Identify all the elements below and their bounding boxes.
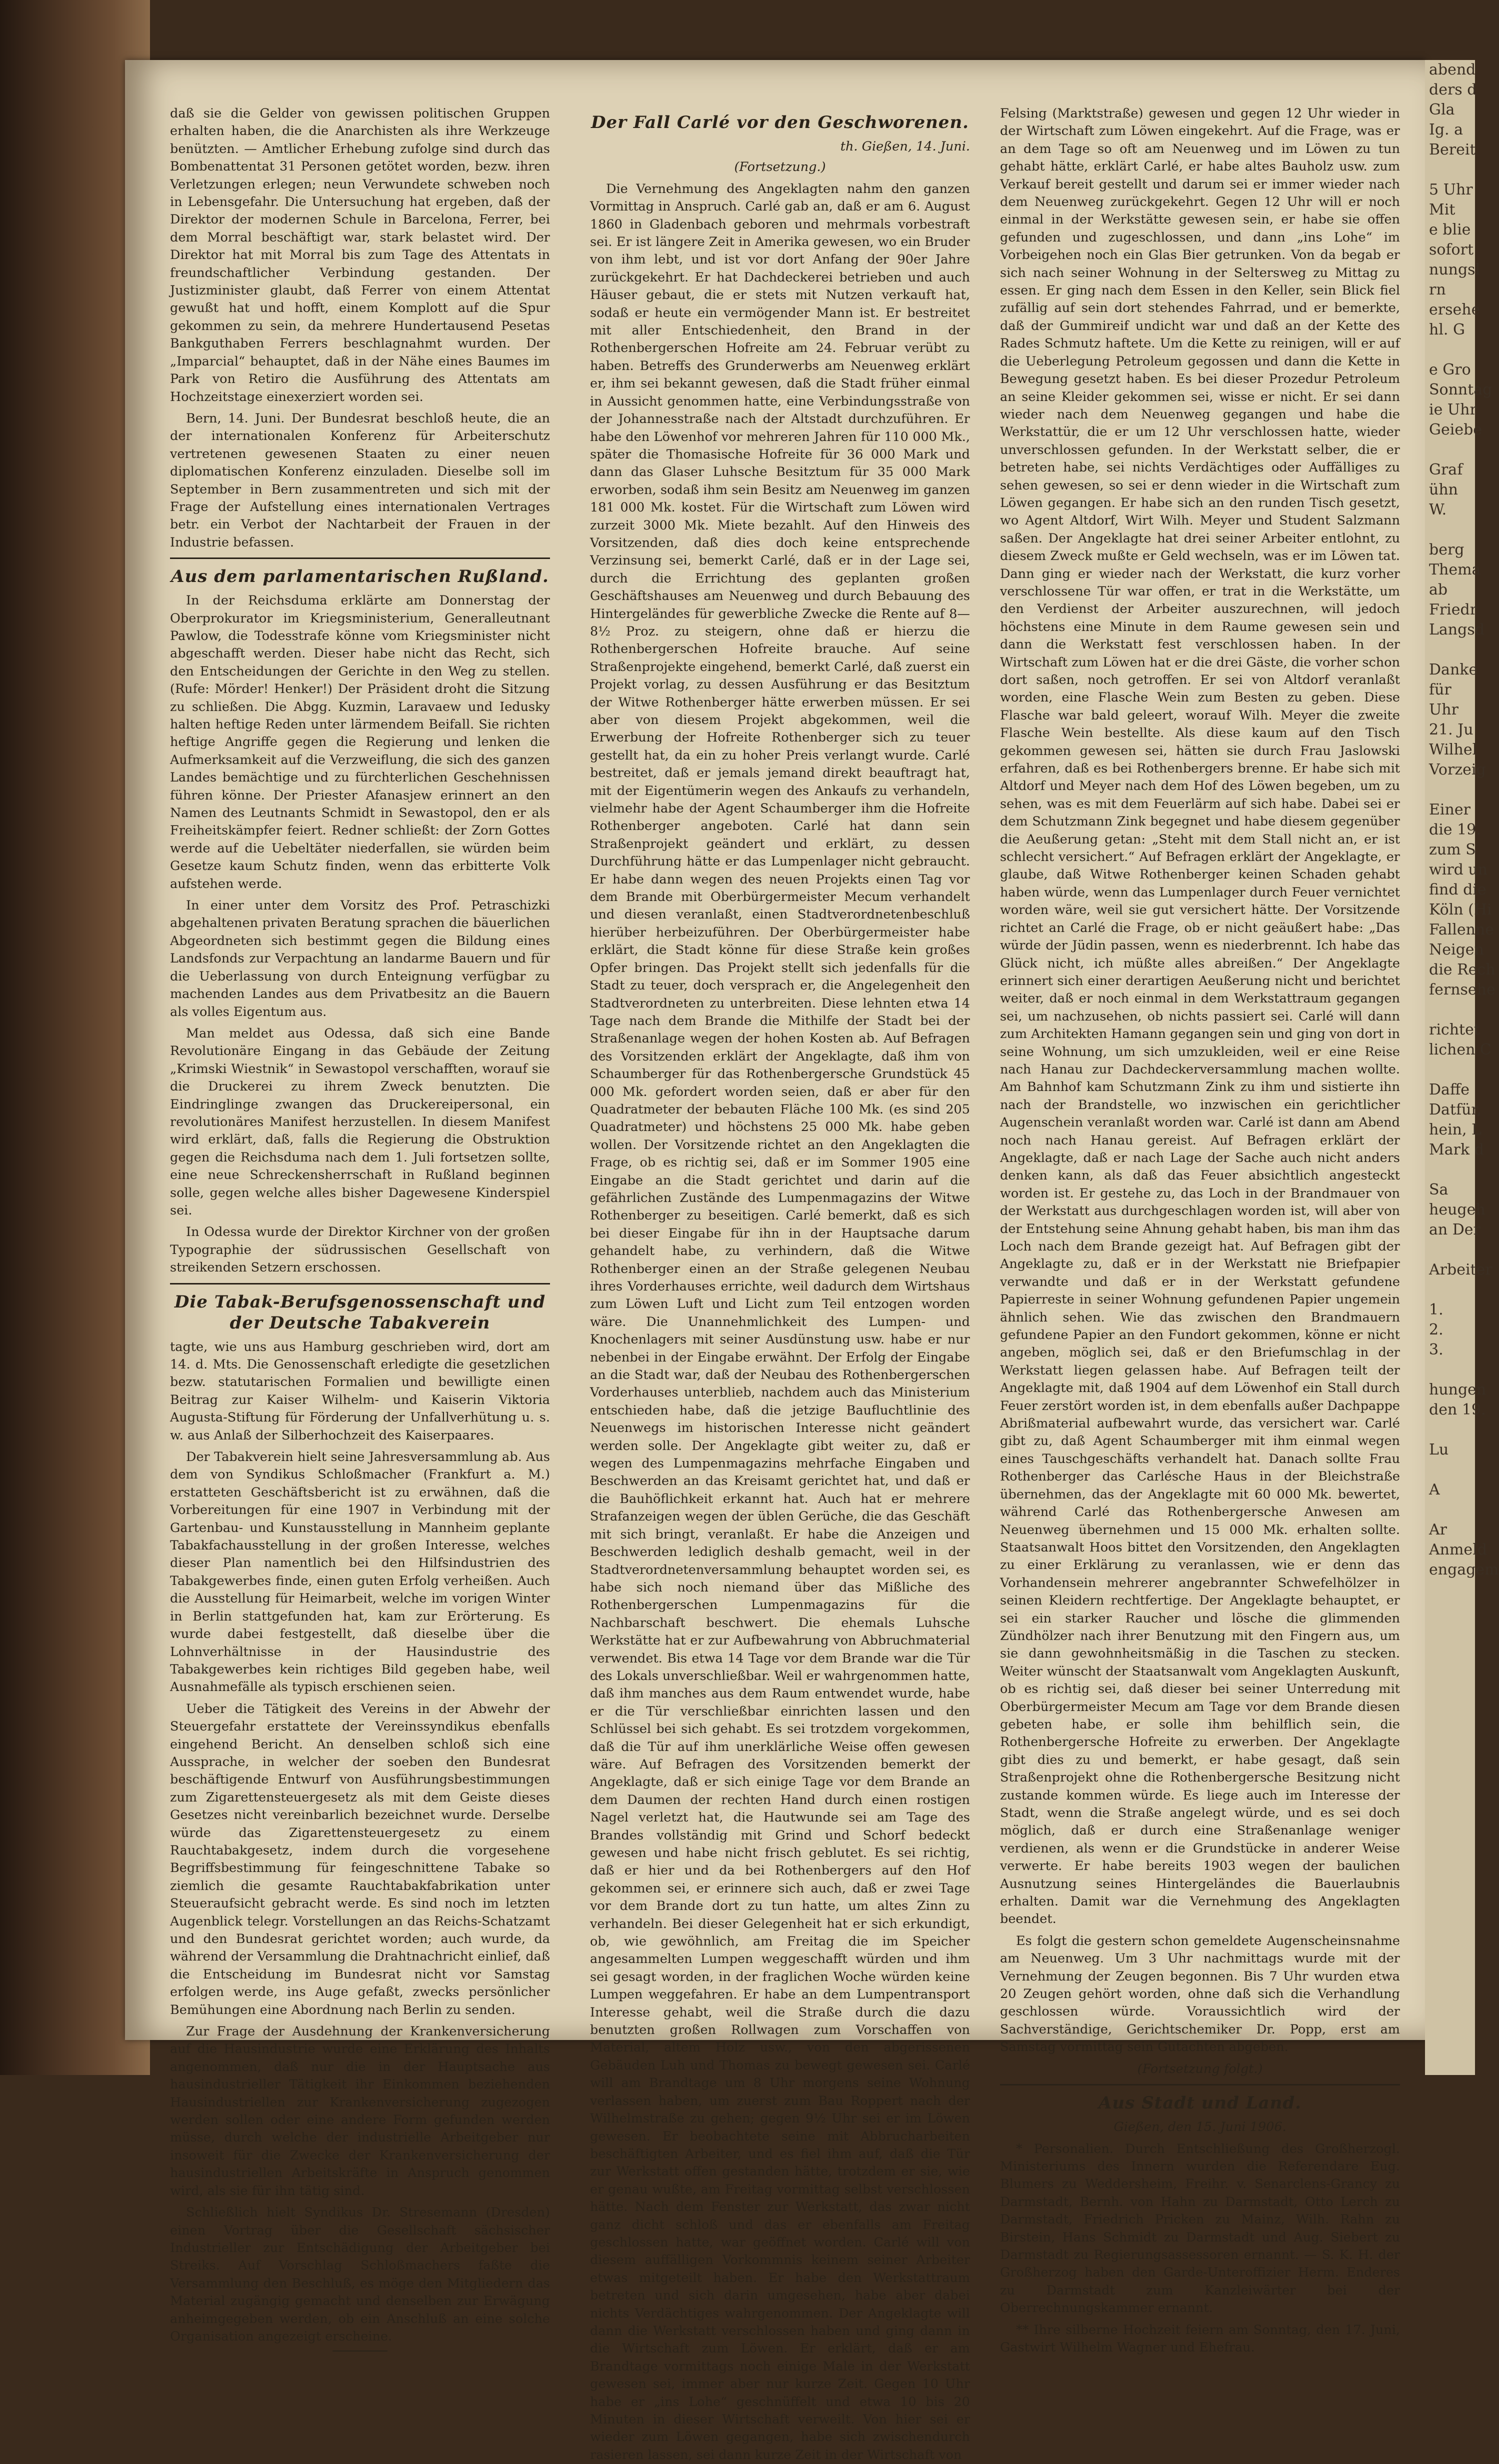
edge-fragment: 21. Ju xyxy=(1429,721,1474,738)
edge-fragment: Graf xyxy=(1429,461,1463,478)
edge-fragment: Wilhel xyxy=(1429,741,1478,758)
edge-fragment: nungsl xyxy=(1429,261,1480,278)
headline-russia: Aus dem parlamentarischen Rußland. xyxy=(171,566,549,587)
edge-fragment xyxy=(1425,1060,1475,1080)
edge-fragment xyxy=(1425,1240,1475,1260)
paragraph: In einer unter dem Vorsitz des Prof. Petraschizki abgehaltenen privaten Beratung sprachen die bäuerlichen Abgeordneten sich bestimmt gegen die Bildung eines Landsfonds zur Verpachtung an landarme Bauern und für die Ueberlassung von durch Enteignung verfügbar zu machenden Landes aus dem Privatbesitz an die Bauern als volles Eigentum aus. xyxy=(170,898,550,1020)
edge-fragment: Vorzeig xyxy=(1429,761,1486,778)
edge-fragment xyxy=(1425,1160,1475,1180)
paragraph: In Odessa wurde der Direktor Kirchner von der großen Typographie der südrussischen Gesellschaft von streikenden Setzern erschossen. xyxy=(170,1224,550,1276)
headline-tobacco: Die Tabak-Berufsgenossenschaft und der Deutsche Tabakverein xyxy=(174,1292,546,1333)
edge-fragment xyxy=(1425,1500,1475,1520)
edge-fragment: e Gro xyxy=(1429,361,1471,378)
edge-fragment: abend xyxy=(1429,61,1476,78)
paragraph: Schließlich hielt Syndikus Dr. Stresemann (Dresden) einen Vortrag über die Gesellschaft sächsischer Industrieller zur Entschädigung der Arbeitgeber bei Streiks. Auf Vorschlag Schloßmachers faßte die Versammlung den Beschluß, es möge den Mitgliedern das Material zugängig gemacht und denselben zur Erwägung anheimgegeben werden, ob ein Anschluß an eine solche Organisation angezeigt erscheine. xyxy=(170,2205,550,2344)
adjacent-page-edge xyxy=(1425,60,1499,2075)
edge-fragment: ersehe xyxy=(1429,301,1480,318)
edge-text-fragments xyxy=(1425,60,1499,1580)
edge-fragment: Datfür, xyxy=(1429,1101,1482,1118)
edge-fragment: Bereit xyxy=(1429,141,1476,158)
paragraph: In der Reichsduma erklärte am Donnerstag der Oberprokurator im Kriegsministerium, Generalleutnant Pawlow, die Todesstrafe könne vom Kriegsminister nicht abgeschafft werden. Dieser habe nicht das Recht, sich den Entscheidungen der Gerichte in den Weg zu stellen. (Rufe: Mörder! Henker!) Der Präsident droht die Sitzung zu schließen. Die Abgg. Kuzmin, Laravaew und Iedusky halten heftige Reden unter lärmendem Beifall. Sie richten heftige Angriffe gegen die Regierung und lenken die Aufmerksamkeit auf die Verzweiflung, die sich des ganzen Landes bemächtige und zu fürchterlichen Geschehnissen führen könne. Der Priester Afanasjew erinnert an den Namen des Leutnants Schmidt in Sewastopol, den er als Freiheitskämpfer feiert. Redner schließt: der Zorn Gottes werde auf die Uebeltäter niederfallen, sie würden beim Gesetze kaum Schutz finden, wenn das erbitterte Volk aufstehen werde. xyxy=(170,593,550,892)
edge-fragment: rn xyxy=(1429,281,1446,298)
paragraph: Man meldet aus Odessa, daß sich eine Bande Revolutionäre Eingang in das Gebäude der Zeitung „Krimski Wiestnik“ in Sewastopol verschafften, worauf sie die Druckerei zu ihrem Zweck benutzten. Die Eindringlinge zwangen das Druckereipersonal, ein revolutionäres Manifest herzustellen. In diesem Manifest wird erklärt, daß, falls die Regierung die Obstruktion gegen die Reichsduma nach dem 1. Juli fortsetzen sollte, eine neue Schreckensherrschaft in Rußland beginnen solle, gegen welche alles bisher Dagewesene Kinderspiel sei. xyxy=(170,1026,550,1218)
edge-fragment: Sonntag xyxy=(1429,381,1492,398)
divider xyxy=(170,1283,550,1284)
edge-fragment: ühn xyxy=(1429,481,1458,498)
edge-fragment: Köln (Hi xyxy=(1429,901,1492,918)
edge-fragment xyxy=(1425,520,1475,540)
edge-fragment xyxy=(1425,780,1475,800)
edge-fragment: heugeh xyxy=(1429,1201,1486,1218)
edge-fragment: e blie xyxy=(1429,221,1471,238)
headline-local-news: Aus Stadt und Land. xyxy=(1098,2093,1302,2114)
edge-fragment: Fallenne xyxy=(1429,921,1494,938)
article-continuation: daß sie die Gelder von gewissen politischen Gruppen erhalten haben, die die Anarchisten als ihre Werkzeuge benützten. — Amtlicher Erhebung zufolge sind durch das Bombenattentat 31 Personen getötet worden, bezw. ihren Verletzungen erlegen; neun Verwundete schweben noch in Lebensgefahr. Die Untersuchung hat ergeben, daß der Direktor der modernen Schule in Barcelona, Ferrer, bei dem Morral beschäftigt war, stark belastet wird. Der Direktor hat mit Morral bis zum Tage des Attentats in freundschaftlicher Verbindung gestanden. Der Justizminister glaubt, daß Ferrer von einem Attentat gewußt hat und hofft, einem Komplott auf die Spur gekommen zu sein, da mehrere Hundertausend Pesetas Bankguthaben Ferrers beschlagnahmt wurden. Der „Imparcial“ behauptet, daß in der Nähe eines Baumes im Park von Retiro die Ausführung des Attentats am Hochzeitstage einexerziert worden sei. xyxy=(170,106,550,404)
edge-fragment: für xyxy=(1429,681,1452,698)
paragraph: * Personalien. Durch Entschließung des Großherzogl. Ministeriums des Innern wurden die Referendare Eug. Blumers zu Weddersheim, Freihr. v. Senarclens-Grancy zu Darmstadt, Bernh. von Hahn zu Darmstadt, Otto Lerch zu Darmstadt, Friedrich Pricken zu Mainz, Wilh. Rahn zu Birstein, Hans Schmidt zu Darmstadt und Aug. Siebert zu Darmstadt zu Regierungsassessoren ernannt. — S. K. H. der Großherzog haben den Garde-Unteroffizier Herm. Enderes zu Darmstadt zum Kanzleiwärter bei der Oberrechnungskammer ernannt. xyxy=(1000,2141,1400,2316)
to-be-continued: (Fortsetzung folgt.) xyxy=(1137,2061,1263,2076)
edge-fragment: ders d xyxy=(1429,81,1477,98)
edge-fragment xyxy=(1425,640,1475,660)
divider xyxy=(170,558,550,559)
paragraph: tagte, wie uns aus Hamburg geschrieben wird, dort am 14. d. Mts. Die Genossenschaft erledigte die gesetzlichen bezw. statutarischen Formalien und bewilligte einen Beitrag zur Kaiser Wilhelm- und Kaiserin Viktoria Augusta-Stiftung für Förderung der Unfallverhütung u. s. w. aus Anlaß der Silberhochzeit des Kaiserpaares. xyxy=(170,1339,550,1443)
edge-fragment: den 19. xyxy=(1429,1401,1486,1418)
edge-fragment xyxy=(1425,1420,1475,1440)
edge-fragment: 2. xyxy=(1429,1321,1444,1338)
edge-fragment: ie Uhr xyxy=(1429,401,1477,418)
edge-fragment: Thema xyxy=(1429,561,1481,578)
paragraph: Es folgt die gestern schon gemeldete Augenscheinsnahme am Neuenweg. Um 3 Uhr nachmittags wurde mit der Vernehmung der Zeugen begonnen. Bis 7 Uhr wurden etwa 20 Zeugen gehört worden, ohne daß sich die Verhandlung geschlossen würde. Voraussichtlich wird der Sachverständige, Gerichtschemiker Dr. Popp, erst am Samstag vormittag sein Gutachten abgeben. xyxy=(1000,1933,1400,2055)
edge-fragment xyxy=(1425,160,1475,180)
bern-report: Bern, 14. Juni. Der Bundesrat beschloß heute, die an der internationalen Konferenz für Arbeiterschutz vertretenen gewesenen Staaten zu einer neuen diplomatischen Konferenz einzuladen. Dieselbe soll im September in Bern zusammentreten und sich mit der Frage der Aufstellung eines internationalen Vertrages betr. ein Verbot der Nachtarbeit der Frauen in der Industrie befassen. xyxy=(170,410,550,550)
edge-fragment: hein, L xyxy=(1429,1121,1482,1138)
edge-fragment: die 19. xyxy=(1429,821,1481,838)
edge-fragment: Neigen xyxy=(1429,941,1484,958)
edge-fragment: Sa xyxy=(1429,1181,1448,1198)
edge-fragment: Friedr xyxy=(1429,601,1478,618)
edge-fragment xyxy=(1425,440,1475,460)
edge-fragment: zum S xyxy=(1429,841,1476,858)
column-2 xyxy=(590,105,970,2462)
edge-fragment: wird un xyxy=(1429,861,1488,878)
edge-fragment: Daffe xyxy=(1429,1081,1470,1098)
edge-fragment: Anmeld xyxy=(1429,1541,1487,1558)
edge-fragment: sofort xyxy=(1429,241,1474,258)
column-1 xyxy=(170,105,550,2344)
edge-fragment xyxy=(1425,340,1475,360)
edge-fragment: Ar xyxy=(1429,1521,1448,1538)
edge-fragment: A xyxy=(1429,1481,1440,1498)
edge-fragment: Arbeiter xyxy=(1429,1261,1492,1278)
edge-fragment xyxy=(1425,1000,1475,1020)
dateline: Gießen, den 15. Juni 1906. xyxy=(1114,2120,1286,2135)
edge-fragment xyxy=(1425,1360,1475,1380)
edge-fragment: Ig. a xyxy=(1429,121,1464,138)
edge-fragment: Gla xyxy=(1429,101,1455,118)
edge-fragment: hl. G xyxy=(1429,321,1465,338)
edge-fragment: Langsd xyxy=(1429,621,1484,638)
edge-fragment: 5 Uhr xyxy=(1429,181,1473,198)
paragraph: Felsing (Marktstraße) gewesen und gegen 12 Uhr wieder in der Wirtschaft zum Löwen eingekehrt. Auf die Frage, was er an dem Tage so oft am Neuenweg und im Löwen zu tun gehabt hätte, erklärt Carlé, er habe altes Bauholz usw. zum Verkauf bereit gestellt und darum sei er immer wieder nach dem Neuenweg zurückgekehrt. Gegen 12 Uhr will er noch einmal in der Werkstätte gewesen sein, er habe sie offen gefunden und zugeschlossen, und dann „ins Lohe“ im Vorbeigehen noch ein Glas Bier getrunken. Von da begab er sich nach seiner Wohnung in der Seltersweg zu Mittag zu essen. Er ging nach dem Essen in den Keller, sein Blick fiel zufällig auf sein dort stehendes Fahrrad, und er bemerkte, daß der Gummireif undicht war und daß an der Kette des Rades Schmutz haftete. Um die Kette zu reinigen, will er auf die Ueberlegung Petroleum gegossen und dann die Kette in Bewegung gesetzt haben. Es bei dieser Prozedur Petroleum an seine Kleider gekommen sei, wisse er nicht. Er sei dann wieder nach dem Neuenweg gegangen und habe die Werkstattür, die er um 12 Uhr verschlossen hatte, wieder unverschlossen gefunden. In der Werkstatt selber, die er betreten habe, sei nichts Verdächtiges oder Auffälliges zu sehen gewesen, so sei er denn wieder in die Wirtschaft zum Löwen gegangen. Er habe sich an den runden Tisch gesetzt, wo Agent Altdorf, Wirt Wilh. Meyer und Student Salzmann saßen. Der Angeklagte hat drei seiner Arbeiter entlohnt, zu diesem Zweck mußte er Geld wechseln, was er im Löwen tat. Dann ging er wieder nach der Werkstatt, die kurz vorher verschlossene Tür war offen, er trat in die Werkstätte, um den Verdienst der Arbeiter auszurechnen, will jedoch höchstens eine Minute in dem Raume gewesen sein und dann die Werkstatt fest verschlossen haben. In der Wirtschaft zum Löwen hat er die drei Gäste, die vorher schon dort saßen, noch getroffen. Er sei von Altdorf veranlaßt worden, eine Flasche Wein zum Besten zu geben. Diese Flasche war bald geleert, worauf Wilh. Meyer die zweite Flasche Wein bestellte. Als diese kaum auf den Tisch gekommen gewesen sei, hätten sie durch Frau Jaslowski erfahren, daß es bei Rothenbergers brenne. Er habe sich mit Altdorf und Meyer nach dem Hof des Löwen begeben, um zu sehen, was es mit dem Feuerlärm auf sich habe. Dabei sei er dem Schutzmann Zink begegnet und habe diesem gegenüber die Aeußerung getan: „Steht mit dem Stall nicht an, er ist schlecht versichert.“ Auf Befragen erklärt der Angeklagte, er glaube, daß Witwe Rothenberger keinen Schaden gehabt haben würde, wenn das Lumpenlager durch Feuer vernichtet worden wäre, weil sie gut versichert hätte. Der Vorsitzende richtet an Carlé die Frage, ob er nicht geäußert habe: „Das würde der Jüdin passen, wenn es niederbrennt. Ich habe das Glück nicht, ich müßte alles abreißen.“ Der Angeklagte erinnert sich einer derartigen Aeußerung nicht und berichtet weiter, daß er noch einmal in dem Werkstattraum gegangen sei, um nachzusehen, ob nichts passiert sei. Carlé will dann zum Architekten Hamann gegangen sein und ging von dort in seine Wohnung, um sich umzukleiden, weil er eine Reise nach Hanau zur Dachdeckerversammlung machen wollte. Am Bahnhof kam Schutzmann Zink zu ihm und sistierte ihn nach der Brandstelle, wo inzwischen ein gerichtlicher Augenschein veranlaßt worden war. Carlé ist dann am Abend noch nach Hanau gereist. Auf Befragen erklärt der Angeklagte, daß er nach Lage der Sache auch nicht anders denken kann, als daß das Feuer absichtlich angesteckt worden ist. Er gestehe zu, das Loch in der Brandmauer von der Werkstatt aus durchgeschlagen worden ist, will aber von der Entstehung seine Ahnung gehabt haben, bis man ihm das Loch nach dem Brande gezeigt hat. Auf Befragen gibt der Angeklagte zu, daß er in der Werkstatt nie Briefpapier verwandte und daß er in der Werkstatt gefundene Papierreste in seiner Wohnung gefundenen Papier ungemein ähnlich sehen. Wie das zwischen den Brandmauern gefundene Papier an den Fundort gekommen, könne er nicht angeben, möglich sei, daß er den Briefumschlag in der Werkstatt liegen gelassen habe. Auf Befragen teilt der Angeklagte mit, daß 1904 auf dem Löwenhof ein Stall durch Feuer zerstört worden ist, in dem ebenfalls außer Dachpappe Abrißmaterial aufbewahrt wurde, das versichert war. Carlé gibt zu, daß Agent Schaumberger mit ihm einmal wegen eines Tauschgeschäfts verhandelt hat. Danach sollte Frau Rothenberger das Carlésche Haus in der Bleichstraße übernehmen, das der Angeklagte mit 60 000 Mk. bewertet, während Carlé das Rothenbergersche Anwesen am Neuenweg übernehmen und 15 000 Mk. erhalten sollte. Staatsanwalt Hoos bittet den Vorsitzenden, den Angeklagten zu einer Erklärung zu veranlassen, wie er denn das Vorhandensein mehrerer angebrannter Schwefelhölzer in seinen Kleidern rechtfertige. Der Angeklagte behauptet, er sei ein starker Raucher und lösche die glimmenden Zündhölzer nach ihrer Benutzung mit den Fingern aus, um sie dann gewohnheitsmäßig in die Taschen zu stecken. Weiter wünscht der Staatsanwalt vom Angeklagten Auskunft, ob es richtig sei, daß dieser bei seiner Unterredung mit Oberbürgermeister Mecum am Tage vor dem Brande diesen gebeten habe, er solle ihm behilflich sein, die Rothenbergersche Hofreite zu erwerben. Der Angeklagte gibt dies zu und bemerkt, er habe gesagt, daß sein Straßenprojekt ohne die Rothenbergersche Besitzung nicht zustande kommen würde. Es liege auch im Interesse der Stadt, wenn die Straße angelegt würde, und es sei doch möglich, daß er durch eine Straßenanlage weniger verdienen, als wenn er die Grundstücke in anderer Weise verwerte. Er habe bereits 1903 wegen der baulichen Ausnutzung seines Hintergeländes die Bauerlaubnis erhalten. Damit war die Vernehmung des Angeklagten beendet. xyxy=(1000,106,1400,1927)
edge-fragment: find die xyxy=(1429,881,1486,898)
edge-fragment xyxy=(1425,1280,1475,1300)
edge-fragment: Lu xyxy=(1429,1441,1449,1458)
edge-fragment: Geiebe xyxy=(1429,421,1482,438)
edge-fragment: richtet xyxy=(1429,1021,1480,1038)
column-3 xyxy=(1000,105,1400,2355)
edge-fragment: ab xyxy=(1429,581,1448,598)
paragraph: ** Ihre silberne Hochzeit feiern am Sonntag, den 17. Juni, Gastwirt Wilhelm Wagner und Ehefrau. xyxy=(1000,2322,1400,2355)
paragraph: Zur Frage der Ausdehnung der Krankenversicherung auf die Hausindustrie wurde eine Erklärung des Inhalts angenommen, daß nur die in der Hauptsache aus hausindustrieller Tätigkeit ihr Einkommen beziehenden Hausindustriellen zur Krankenversicherung zugezogen werden sollen oder eine andere Form gefunden werden müsse, durch welche der industrielle Arbeitgeber nur insoweit für die Zwecke der Krankenversicherung der hausindustriellen Arbeitskräfte in Anspruch genommen wird, als sie für ihn tätig sind. xyxy=(170,2024,550,2198)
edge-fragment xyxy=(1425,1460,1475,1480)
edge-fragment: Danke xyxy=(1429,661,1478,678)
edge-fragment: 3. xyxy=(1429,1341,1444,1358)
edge-fragment: Uhr xyxy=(1429,701,1458,718)
edge-fragment: berg xyxy=(1429,541,1464,558)
edge-fragment: an Der xyxy=(1429,1221,1480,1238)
end-rule xyxy=(332,2350,388,2352)
divider xyxy=(1000,2084,1400,2086)
paragraph: Ueber die Tätigkeit des Vereins in der Abwehr der Steuergefahr erstattete der Vereinssyndikus ebenfalls eingehend Bericht. An denselben schloß sich eine Aussprache, in welcher der soeben den Bundesrat beschäftigende Entwurf von Ausführungsbestimmungen zum Zigarettensteuergesetz als mit dem Geiste dieses Gesetzes nicht vereinbarlich bezeichnet wurde. Derselbe würde das Zigarettensteuergesetz zu einem Rauchtabakgesetz, indem durch die vorgesehene Begriffsbestimmung für feingeschnittene Tabake so ziemlich die gesamte Rauchtabakfabrikation unter Steueraufsicht gebracht werde. Es sind noch im letzten Augenblick telegr. Vorstellungen an das Reichs-Schatzamt und den Bundesrat gerichtet worden; auch wurde, da während der Versammlung die Drahtnachricht einlief, daß die Entscheidung im Bundesrat nicht vor Samstag erfolgen werde, ins Auge gefaßt, zwecks persönlicher Bemühungen eine Abordnung nach Berlin zu senden. xyxy=(170,1701,550,2018)
continuation-note: (Fortsetzung.) xyxy=(734,160,826,175)
edge-fragment: Mark d xyxy=(1429,1141,1484,1158)
edge-fragment: W. xyxy=(1429,501,1447,518)
edge-fragment: die Rech xyxy=(1429,961,1496,978)
dateline: th. Gießen, 14. Juni. xyxy=(840,139,970,154)
edge-fragment: engagem xyxy=(1429,1561,1499,1578)
edge-fragment: Mit xyxy=(1429,201,1456,218)
paragraph: Der Tabakverein hielt seine Jahresversammlung ab. Aus dem von Syndikus Schloßmacher (Frankfurt a. M.) erstatteten Geschäftsbericht ist zu erwähnen, daß die Vorbereitungen für eine 1907 in Verbindung mit der Gartenbau- und Kunstausstellung in Mannheim geplante Tabakfachausstellung in der großen Interesse, welches dieser Plan namentlich bei den Hilfsindustrien des Tabakgewerbes finde, einen guten Erfolg verheißen. Auch die Ausstellung für Heimarbeit, welche im vorigen Winter in Berlin stattgefunden hat, kam zur Erörterung. Es wurde dabei festgestellt, daß dieselbe über die Lohnverhältnisse in der Hausindustrie des Tabakgewerbes kein richtiges Bild gegeben habe, weil Ausnahmefälle als typisch erschienen seien. xyxy=(170,1450,550,1695)
headline-carle-case: Der Fall Carlé vor den Geschworenen. xyxy=(590,112,969,132)
edge-fragment: lichen C xyxy=(1429,1041,1492,1058)
edge-fragment: fernsehe xyxy=(1429,981,1496,998)
edge-fragment: Einer xyxy=(1429,801,1470,818)
edge-fragment: 1. xyxy=(1429,1301,1444,1318)
paragraph: Die Vernehmung des Angeklagten nahm den ganzen Vormittag in Anspruch. Carlé gab an, daß er am 6. August 1860 in Gladenbach geboren und mehrmals vorbestraft sei. Er ist längere Zeit in Amerika gewesen, wo ein Bruder von ihm lebt, und ist vor dort Anfang der 90er Jahre zurückgekehrt. Er hat Dachdeckerei betrieben und auch Häuser gebaut, die er stets mit Nutzen verkauft hat, sodaß er heute ein vermögender Mann ist. Er bestreitet mit aller Entschiedenheit, den Brand in der Rothenbergerschen Hofreite am 24. Februar verübt zu haben. Betreffs des Grunderwerbs am Neuenweg erklärt er, ihm sei bekannt gewesen, daß die Stadt früher einmal in Aussicht genommen hatte, eine Verbindungsstraße von der Johannesstraße nach der Altstadt durchzuführen. Er habe den Löwenhof vor mehreren Jahren für 110 000 Mk., später die Thomasische Hofreite für 36 000 Mark und dann das Glaser Luhsche Besitztum für 35 000 Mark erworben, sodaß ihm sein Besitz am Neuenweg im ganzen 181 000 Mk. kostet. Für die Wirtschaft zum Löwen wird zurzeit 3000 Mk. Miete bezahlt. Auf den Hinweis des Vorsitzenden, daß dies doch keine entsprechende Verzinsung sei, bemerkt Carlé, daß er in der Lage sei, durch die Errichtung des geplanten großen Geschäftshauses am Neuenweg und durch Bebauung des Hintergeländes für gewerbliche Zwecke die Rente auf 8—8½ Proz. zu steigern, ohne daß er hierzu die Rothenbergerschen Hofreite brauche. Auf seine Straßenprojekte eingehend, bemerkt Carlé, daß zuerst ein Projekt vorlag, zu dessen Ausführung er das Besitztum der Witwe Rothenberger hätte erwerben müssen. Er sei aber von diesem Projekt abgekommen, weil die Erwerbung der Hofreite Rothenberger sich zu teuer gestellt hat, da ein zu hoher Preis verlangt wurde. Carlé bestreitet, daß er jemals jemand direkt beauftragt hat, mit der Eigentümerin wegen des Ankaufs zu verhandeln, vielmehr habe der Agent Schaumberger ihm die Hofreite Rothenberger angeboten. Carlé hat dann sein Straßenprojekt geändert und erklärt, zu dessen Durchführung hätte er das Lumpenlager nicht gebraucht. Er habe dann wegen des neuen Projekts einen Tag vor dem Brande mit Oberbürgermeister Mecum verhandelt und diesen veranlaßt, einen Stadtverordnetenbeschluß hierüber herbeizuführen. Der Oberbürgermeister habe erklärt, die Stadt könne für diese Straße kein großes Opfer bringen. Das Projekt stellt sich jedenfalls für die Stadt zu teuer, doch versprach er, die Angelegenheit den Stadtverordneten zu unterbreiten. Diese lehnten etwa 14 Tage nach dem Brande die Mithilfe der Stadt bei der Straßenanlage wegen der hohen Kosten ab. Auf Befragen des Vorsitzenden erklärt der Angeklagte, daß ihm von Schaumberger für das Rothenbergersche Grundstück 45 000 Mk. gefordert worden seien, daß er aber für den Quadratmeter der bebauten Fläche 100 Mk. (es sind 205 Quadratmeter) und höchstens 25 000 Mk. habe geben wollen. Der Vorsitzende richtet an den Angeklagten die Frage, ob es richtig sei, daß er im Sommer 1905 eine Eingabe an die Stadt gerichtet und darin auf die gefährlichen Zustände des Lumpenmagazins der Witwe Rothenberger zu beseitigen. Carlé bemerkt, daß es sich bei dieser Eingabe für ihn in der Hauptsache darum gehandelt habe, zu verhindern, daß die Witwe Rothenberger einen an der Straße gelegenen Neubau ihres Vorderhauses errichte, weil dadurch dem Wirtshaus zum Löwen Luft und Licht zum Teil entzogen worden wäre. Die Unannehmlichkeit des Lumpen- und Knochenlagers mit seiner Ausdünstung usw. habe er nur nebenbei in der Eingabe erwähnt. Der Erfolg der Eingabe an die Stadt war, daß der Neubau des Rothenbergerschen Vorderhauses unterblieb, nachdem auch das Ministerium entschieden habe, daß die jetzige Baufluchtlinie des Neuenwegs im historischen Interesse nicht geändert werden solle. Der Angeklagte gibt weiter zu, daß er wegen des Lumpenmagazins mehrfache Eingaben und Beschwerden an das Kreisamt gerichtet hat, und daß er die Bauhöflichkeit erkannt hat. Auch hat er mehrere Strafanzeigen wegen der üblen Gerüche, die das Geschäft mit sich bringt, veranlaßt. Er habe die Anzeigen und Beschwerden lediglich deshalb gemacht, weil in der Stadtverordnetenversammlung behauptet worden sei, es habe sich noch niemand über das Mißliche des Rothenbergerschen Lumpenmagazins für die Nachbarschaft beschwert. Die ehemals Luhsche Werkstätte hat er zur Aufbewahrung von Abbruchmaterial verwendet. Bis etwa 14 Tage vor dem Brande war die Tür des Lokals unverschließbar. Weil er wahrgenommen hatte, daß ihm manches aus dem Raum entwendet wurde, habe er die Tür verschließbar einrichten lassen und den Schlüssel bei sich gehabt. Es sei trotzdem vorgekommen, daß die Tür auf ihm unerklärliche Weise offen gewesen wäre. Auf Befragen des Vorsitzenden bemerkt der Angeklagte, daß er sich einige Tage vor dem Brande an dem Daumen der rechten Hand durch einen rostigen Nagel verletzt hat, die Hautwunde sei am Tage des Brandes vollständig mit Grind und Schorf bedeckt gewesen und habe nicht frisch geblutet. Es sei richtig, daß er hier und da bei Rothenbergers auf den Hof gekommen sei, er erinnere sich auch, daß er zwei Tage vor dem Brande dort zu tun hatte, um altes Zinn zu verhandeln. Bei dieser Gelegenheit hat er sich erkundigt, ob, wie gewöhnlich, am Freitag die im Speicher angesammelten Lumpen weggeschafft würden und ihm sei gesagt worden, in der fraglichen Woche würden keine Lumpen weggefahren. Er habe an dem Lumpentransport Interesse gehabt, weil die Straße durch die dazu benutzten großen Rollwagen zum Vorschaffen von Material, altem Holz usw., von den abgerissenen Gebäuden Luh und Thomas zu bewegt gewesen sei. Carlé will am Brandtage um 8 Uhr morgens seine Wohnung verlassen haben, um zuerst zum Bau Roppert nach der Wilhelmstraße zu gehen; gegen 9½ Uhr sei er im Löwen gewesen. Er beobachtete seine mit Abbrucharbeiten beschäftigten Arbeiter, und es fiel ihm auf, daß die Tür zur Werkstatt offen gestanden hätte, trotzdem er sie, wie er genau wußte, am Freitag vormittag selbst verschlossen hätte. Nach dem Fenster zur Werkstatt, das zwar nicht ganz dicht schloß und das er ebenfalls am Freitag geschlossen hatte, war geöffnet worden. Carlé will von diesem auffälligen Vorkommnis keinem seiner Arbeiter etwas mitgeteilt haben. Er habe den Werkstattraum betreten und sich darin umgesehen, habe aber dabei nichts Verdächtiges wahrgenommen. Der Angeklagte will dann die Werkstatt verschlossen haben und ging dann in die Wirtschaft zum Löwen. Er erklärt, daß er am Brandtage vormittags noch einige Male in der Werkstatt gewesen sei, immer aber nur kurze Zeit. Gegen 10 Uhr habe er „ins Lohe“ geschnüffelt und etwa 10 bis 20 Minuten in dieser Wirtschaft verweilt. Von hier sei er wieder zum Löwen gegangen, habe sich zwischendurch rasieren lassen, sei dann kurze Zeit in der Wirtschaft von xyxy=(590,181,970,2462)
edge-fragment: hungen xyxy=(1429,1381,1486,1398)
